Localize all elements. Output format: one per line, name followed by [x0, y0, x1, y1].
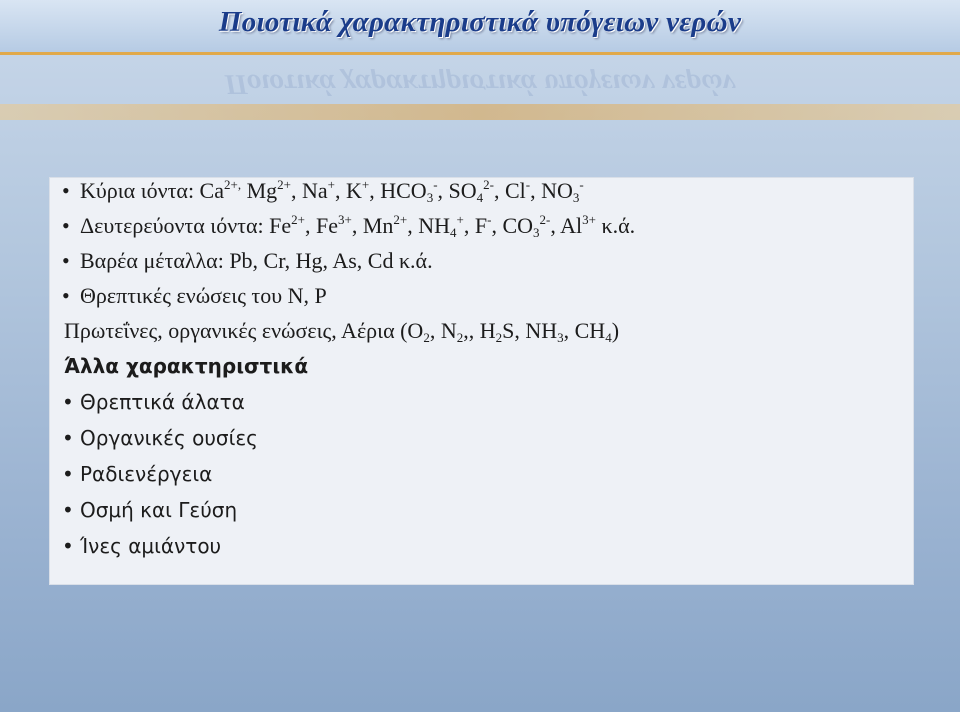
bullet-icon: •	[62, 390, 74, 414]
superscript: 3+	[582, 212, 596, 227]
list-item	[62, 248, 433, 274]
text-segment: Πρωτεΐνες, οργανικές ενώσεις, Αέρια (O	[64, 318, 424, 343]
bullet-icon: •	[62, 283, 70, 308]
list-item	[62, 462, 212, 486]
bullet-icon: •	[62, 248, 70, 273]
superscript: +	[456, 212, 464, 227]
content-panel	[49, 177, 914, 585]
superscript: -	[487, 212, 492, 227]
list-item	[64, 318, 619, 344]
title-reflection: Ποιοτικά χαρακτηριστικά υπόγειων νερών	[224, 68, 736, 100]
bullet-icon: •	[62, 462, 74, 486]
bullet-icon: •	[62, 178, 70, 203]
text-segment: , F	[463, 213, 488, 238]
subscript: 2	[423, 330, 430, 345]
superscript: -	[433, 177, 438, 192]
superscript: +	[327, 177, 335, 192]
text-segment: Mg	[241, 178, 278, 203]
list-item	[62, 390, 245, 414]
subscript: 4	[450, 225, 457, 240]
text-segment: , Mn	[351, 213, 394, 238]
bullet-icon: •	[62, 534, 74, 558]
text-segment: , NH	[407, 213, 451, 238]
subscript: 2	[495, 330, 503, 345]
text-segment: , K	[335, 178, 362, 203]
text-segment: S, NH	[502, 318, 558, 343]
text-segment: Θρεπτικές ενώσεις του N, P	[80, 283, 327, 308]
text-segment: Δευτερεύοντα ιόντα: Fe	[80, 213, 292, 238]
list-item	[62, 534, 221, 558]
text-segment: Ίνες αμιάντου	[80, 534, 222, 558]
text-segment: , Na	[291, 178, 328, 203]
text-segment: Άλλα χαρακτηριστικά	[64, 354, 309, 378]
list-item	[62, 178, 584, 204]
text-segment: Θρεπτικά άλατα	[80, 390, 245, 414]
subscript: 3	[426, 190, 434, 205]
superscript: 2-	[483, 177, 494, 192]
text-segment: , N	[429, 318, 457, 343]
slide-title: Ποιοτικά χαρακτηριστικά υπόγειων νερών	[218, 6, 742, 38]
text-segment: ,, H	[463, 318, 496, 343]
list-item	[62, 498, 237, 522]
superscript: 2+,	[224, 177, 242, 192]
superscript: -	[579, 177, 584, 192]
text-segment: , Cl	[494, 178, 526, 203]
superscript: 2+	[291, 212, 305, 227]
subscript: 3	[557, 330, 564, 345]
bullet-icon: •	[62, 426, 74, 450]
decorative-band	[0, 104, 960, 120]
list-item	[62, 426, 258, 450]
superscript: 2-	[539, 212, 551, 227]
text-segment: , Al	[550, 213, 583, 238]
superscript: -	[525, 177, 531, 192]
text-segment: , Fe	[304, 213, 338, 238]
bullet-icon: •	[62, 498, 74, 522]
list-item	[62, 283, 327, 309]
superscript: 2+	[393, 212, 408, 227]
text-segment: )	[611, 318, 620, 343]
text-segment: , CH	[563, 318, 606, 343]
text-segment: , NO	[530, 178, 573, 203]
text-segment: κ.ά.	[596, 213, 636, 238]
text-segment: Ραδιενέργεια	[80, 462, 213, 486]
section-heading	[64, 354, 308, 378]
subscript: 4	[476, 190, 484, 205]
subscript: 2	[456, 330, 464, 345]
bullet-icon: •	[62, 213, 70, 238]
text-segment: , SO	[437, 178, 477, 203]
superscript: 3+	[337, 212, 352, 227]
text-segment: Οργανικές ουσίες	[80, 426, 258, 450]
text-segment: Κύρια ιόντα: Ca	[80, 178, 224, 203]
subscript: 3	[572, 190, 580, 205]
superscript: +	[361, 177, 370, 192]
text-segment: Βαρέα μέταλλα: Pb, Cr, Hg, As, Cd κ.ά.	[80, 248, 433, 273]
subscript: 4	[605, 330, 612, 345]
text-segment: Οσμή και Γεύση	[80, 498, 238, 522]
superscript: 2+	[277, 177, 291, 192]
text-segment: , HCO	[369, 178, 427, 203]
list-item	[62, 213, 635, 239]
subscript: 3	[533, 225, 540, 240]
text-segment: , CO	[491, 213, 534, 238]
